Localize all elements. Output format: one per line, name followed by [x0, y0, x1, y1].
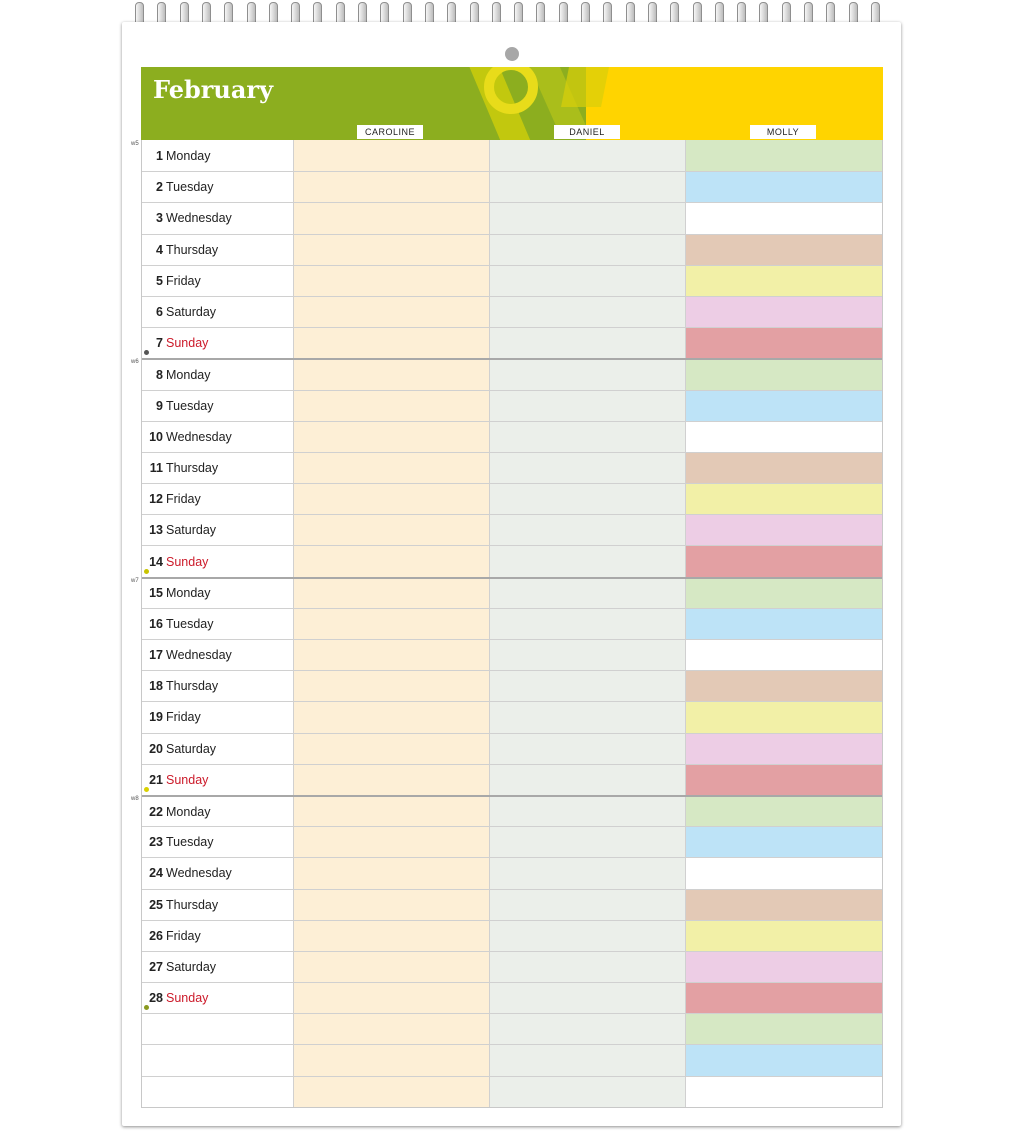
- day-number: 7: [156, 336, 163, 351]
- caroline-cell[interactable]: [294, 391, 490, 421]
- caroline-cell[interactable]: [294, 484, 490, 514]
- day-number: 22: [149, 804, 163, 819]
- day-name: Wednesday: [166, 648, 232, 663]
- day-number: 19: [149, 710, 163, 725]
- day-row: [142, 545, 882, 576]
- day-number: 15: [149, 586, 163, 601]
- week-number-label: w7: [131, 577, 139, 584]
- day-row: [142, 483, 882, 514]
- molly-cell[interactable]: [686, 453, 882, 483]
- daniel-cell[interactable]: [490, 765, 685, 795]
- day-name: Monday: [166, 148, 211, 163]
- day-number: 17: [149, 648, 163, 663]
- molly-cell[interactable]: [686, 484, 882, 514]
- day-name: Wednesday: [166, 429, 232, 444]
- caroline-cell[interactable]: [294, 640, 490, 670]
- day-cell: [142, 172, 294, 202]
- day-name: Thursday: [166, 897, 219, 912]
- day-number: 13: [149, 523, 163, 538]
- day-name: Sunday: [166, 772, 209, 787]
- day-number: 10: [149, 429, 163, 444]
- day-cell: [142, 422, 294, 452]
- daniel-cell[interactable]: [490, 515, 685, 545]
- day-cell: [142, 203, 294, 233]
- day-name: Thursday: [166, 460, 219, 475]
- day-name: Friday: [166, 928, 201, 943]
- day-name: Monday: [166, 367, 211, 382]
- molly-cell[interactable]: [686, 765, 882, 795]
- daniel-cell[interactable]: [490, 172, 685, 202]
- day-name: Sunday: [166, 991, 209, 1006]
- day-number: 26: [149, 928, 163, 943]
- day-number: 24: [149, 866, 163, 881]
- day-row: [142, 327, 882, 358]
- caroline-cell[interactable]: [294, 983, 490, 1013]
- molly-cell[interactable]: [686, 172, 882, 202]
- day-name: Monday: [166, 804, 211, 819]
- caroline-cell[interactable]: [294, 360, 490, 389]
- daniel-cell[interactable]: [490, 1077, 685, 1107]
- molly-cell[interactable]: [686, 702, 882, 732]
- caroline-cell[interactable]: [294, 1077, 490, 1107]
- day-row: [142, 171, 882, 202]
- molly-cell[interactable]: [686, 640, 882, 670]
- day-number: 11: [149, 460, 163, 475]
- molly-cell[interactable]: [686, 827, 882, 857]
- molly-cell[interactable]: [686, 890, 882, 920]
- day-cell: [142, 266, 294, 296]
- molly-cell[interactable]: [686, 203, 882, 233]
- molly-cell[interactable]: [686, 140, 882, 171]
- caroline-cell[interactable]: [294, 734, 490, 764]
- caroline-cell[interactable]: [294, 671, 490, 701]
- molly-cell[interactable]: [686, 235, 882, 265]
- day-number: 12: [149, 492, 163, 507]
- day-row: [142, 951, 882, 982]
- day-row: [142, 608, 882, 639]
- day-name: Thursday: [166, 242, 219, 257]
- moon-phase-icon: [144, 569, 149, 574]
- caroline-cell[interactable]: [294, 890, 490, 920]
- caroline-cell[interactable]: [294, 453, 490, 483]
- day-number: 20: [149, 741, 163, 756]
- day-cell: [142, 890, 294, 920]
- day-number: 9: [156, 398, 163, 413]
- day-name: Saturday: [166, 305, 217, 320]
- day-cell: [142, 827, 294, 857]
- caroline-cell[interactable]: [294, 546, 490, 576]
- name-tag-daniel: DANIEL: [554, 125, 620, 139]
- molly-cell[interactable]: [686, 391, 882, 421]
- daniel-cell[interactable]: [490, 609, 685, 639]
- day-row: [142, 1044, 882, 1075]
- day-number: 23: [149, 835, 163, 850]
- day-number: 3: [156, 211, 163, 226]
- molly-cell[interactable]: [686, 297, 882, 327]
- day-row: [142, 982, 882, 1013]
- day-cell: [142, 360, 294, 389]
- day-cell: [142, 235, 294, 265]
- day-row: [142, 514, 882, 545]
- day-name: Monday: [166, 586, 211, 601]
- caroline-cell[interactable]: [294, 328, 490, 358]
- molly-cell[interactable]: [686, 921, 882, 951]
- day-name: Wednesday: [166, 211, 232, 226]
- day-cell: [142, 546, 294, 576]
- day-number: 8: [156, 367, 163, 382]
- daniel-cell[interactable]: [490, 797, 685, 826]
- daniel-cell[interactable]: [490, 890, 685, 920]
- daniel-cell[interactable]: [490, 671, 685, 701]
- week-number-label: w6: [131, 359, 139, 366]
- day-row: [142, 577, 882, 608]
- month-title: February: [153, 75, 274, 104]
- day-name: Thursday: [166, 679, 219, 694]
- caroline-cell[interactable]: [294, 1045, 490, 1075]
- day-cell: [142, 328, 294, 358]
- day-number: 14: [149, 554, 163, 569]
- day-name: Saturday: [166, 523, 217, 538]
- day-row: [142, 358, 882, 389]
- day-cell: [142, 858, 294, 888]
- daniel-cell[interactable]: [490, 702, 685, 732]
- week-number-label: w8: [131, 796, 139, 803]
- day-cell: [142, 297, 294, 327]
- day-row: [142, 1013, 882, 1044]
- day-name: Tuesday: [166, 616, 214, 631]
- caroline-cell[interactable]: [294, 858, 490, 888]
- molly-cell[interactable]: [686, 671, 882, 701]
- day-name: Friday: [166, 710, 201, 725]
- day-cell: [142, 640, 294, 670]
- day-cell: [142, 515, 294, 545]
- day-name: Tuesday: [166, 398, 214, 413]
- daniel-cell[interactable]: [490, 266, 685, 296]
- caroline-cell[interactable]: [294, 579, 490, 608]
- molly-cell[interactable]: [686, 546, 882, 576]
- day-cell: [142, 579, 294, 608]
- molly-cell[interactable]: [686, 328, 882, 358]
- day-row: [142, 234, 882, 265]
- day-row: [142, 421, 882, 452]
- molly-cell[interactable]: [686, 734, 882, 764]
- day-row: [142, 889, 882, 920]
- day-row: [142, 701, 882, 732]
- day-number: 25: [149, 897, 163, 912]
- molly-cell[interactable]: [686, 952, 882, 982]
- daniel-cell[interactable]: [490, 140, 685, 171]
- hanging-hole: [505, 47, 519, 61]
- day-row: [142, 140, 882, 171]
- week-number-label: w5: [131, 141, 139, 147]
- caroline-cell[interactable]: [294, 140, 490, 171]
- day-cell: [142, 797, 294, 826]
- daniel-cell[interactable]: [490, 391, 685, 421]
- caroline-cell[interactable]: [294, 702, 490, 732]
- day-cell: [142, 1077, 294, 1107]
- caroline-cell[interactable]: [294, 203, 490, 233]
- day-name: Friday: [166, 492, 201, 507]
- day-cell: [142, 921, 294, 951]
- day-number: 21: [149, 772, 163, 787]
- day-row: [142, 390, 882, 421]
- day-row: [142, 202, 882, 233]
- molly-cell[interactable]: [686, 579, 882, 608]
- daniel-cell[interactable]: [490, 579, 685, 608]
- caroline-cell[interactable]: [294, 422, 490, 452]
- day-cell: [142, 952, 294, 982]
- daniel-cell[interactable]: [490, 640, 685, 670]
- day-row: [142, 826, 882, 857]
- daniel-cell[interactable]: [490, 734, 685, 764]
- day-number: 4: [156, 242, 163, 257]
- day-name: Friday: [166, 273, 201, 288]
- daniel-cell[interactable]: [490, 546, 685, 576]
- daniel-cell[interactable]: [490, 328, 685, 358]
- day-row: [142, 452, 882, 483]
- day-number: 18: [149, 679, 163, 694]
- day-name: Tuesday: [166, 835, 214, 850]
- molly-cell[interactable]: [686, 1077, 882, 1107]
- molly-cell[interactable]: [686, 983, 882, 1013]
- day-name: Wednesday: [166, 866, 232, 881]
- molly-cell[interactable]: [686, 515, 882, 545]
- day-row: [142, 296, 882, 327]
- calendar-grid: [141, 140, 883, 1108]
- caroline-cell[interactable]: [294, 266, 490, 296]
- daniel-cell[interactable]: [490, 484, 685, 514]
- day-number: 1: [156, 148, 163, 163]
- caroline-cell[interactable]: [294, 297, 490, 327]
- day-row: [142, 920, 882, 951]
- molly-cell[interactable]: [686, 609, 882, 639]
- daniel-cell[interactable]: [490, 921, 685, 951]
- day-cell: [142, 1014, 294, 1044]
- day-name: Saturday: [166, 959, 217, 974]
- day-name: Sunday: [166, 554, 209, 569]
- molly-cell[interactable]: [686, 360, 882, 389]
- day-number: 5: [156, 273, 163, 288]
- day-number: 28: [149, 991, 163, 1006]
- day-cell: [142, 391, 294, 421]
- daniel-cell[interactable]: [490, 360, 685, 389]
- caroline-cell[interactable]: [294, 609, 490, 639]
- day-row: [142, 733, 882, 764]
- day-cell: [142, 1045, 294, 1075]
- day-row: [142, 764, 882, 795]
- day-cell: [142, 484, 294, 514]
- daniel-cell[interactable]: [490, 297, 685, 327]
- day-row: [142, 670, 882, 701]
- caroline-cell[interactable]: [294, 172, 490, 202]
- daniel-cell[interactable]: [490, 858, 685, 888]
- day-number: 2: [156, 180, 163, 195]
- molly-cell[interactable]: [686, 1045, 882, 1075]
- name-tag-molly: MOLLY: [750, 125, 816, 139]
- daniel-cell[interactable]: [490, 1045, 685, 1075]
- day-name: Saturday: [166, 741, 217, 756]
- molly-cell[interactable]: [686, 1014, 882, 1044]
- day-row: [142, 857, 882, 888]
- day-row: [142, 1076, 882, 1107]
- caroline-cell[interactable]: [294, 827, 490, 857]
- day-name: Tuesday: [166, 180, 214, 195]
- caroline-cell[interactable]: [294, 952, 490, 982]
- day-cell: [142, 671, 294, 701]
- caroline-cell[interactable]: [294, 921, 490, 951]
- month-header: [141, 67, 883, 140]
- daniel-cell[interactable]: [490, 983, 685, 1013]
- molly-cell[interactable]: [686, 797, 882, 826]
- day-cell: [142, 453, 294, 483]
- caroline-cell[interactable]: [294, 797, 490, 826]
- day-cell: [142, 140, 294, 171]
- daniel-cell[interactable]: [490, 235, 685, 265]
- caroline-cell[interactable]: [294, 765, 490, 795]
- molly-cell[interactable]: [686, 858, 882, 888]
- day-cell: [142, 734, 294, 764]
- caroline-cell[interactable]: [294, 1014, 490, 1044]
- day-cell: [142, 702, 294, 732]
- molly-cell[interactable]: [686, 422, 882, 452]
- day-row: [142, 795, 882, 826]
- day-cell: [142, 609, 294, 639]
- day-number: 27: [149, 959, 163, 974]
- day-name: Sunday: [166, 336, 209, 351]
- day-cell: [142, 765, 294, 795]
- day-cell: [142, 983, 294, 1013]
- name-tag-caroline: CAROLINE: [357, 125, 423, 139]
- daniel-cell[interactable]: [490, 1014, 685, 1044]
- caroline-cell[interactable]: [294, 235, 490, 265]
- daniel-cell[interactable]: [490, 453, 685, 483]
- moon-phase-icon: [144, 787, 149, 792]
- day-row: [142, 265, 882, 296]
- day-number: 16: [149, 616, 163, 631]
- daniel-cell[interactable]: [490, 952, 685, 982]
- molly-cell[interactable]: [686, 266, 882, 296]
- daniel-cell[interactable]: [490, 827, 685, 857]
- daniel-cell[interactable]: [490, 422, 685, 452]
- daniel-cell[interactable]: [490, 203, 685, 233]
- caroline-cell[interactable]: [294, 515, 490, 545]
- day-number: 6: [156, 305, 163, 320]
- day-row: [142, 639, 882, 670]
